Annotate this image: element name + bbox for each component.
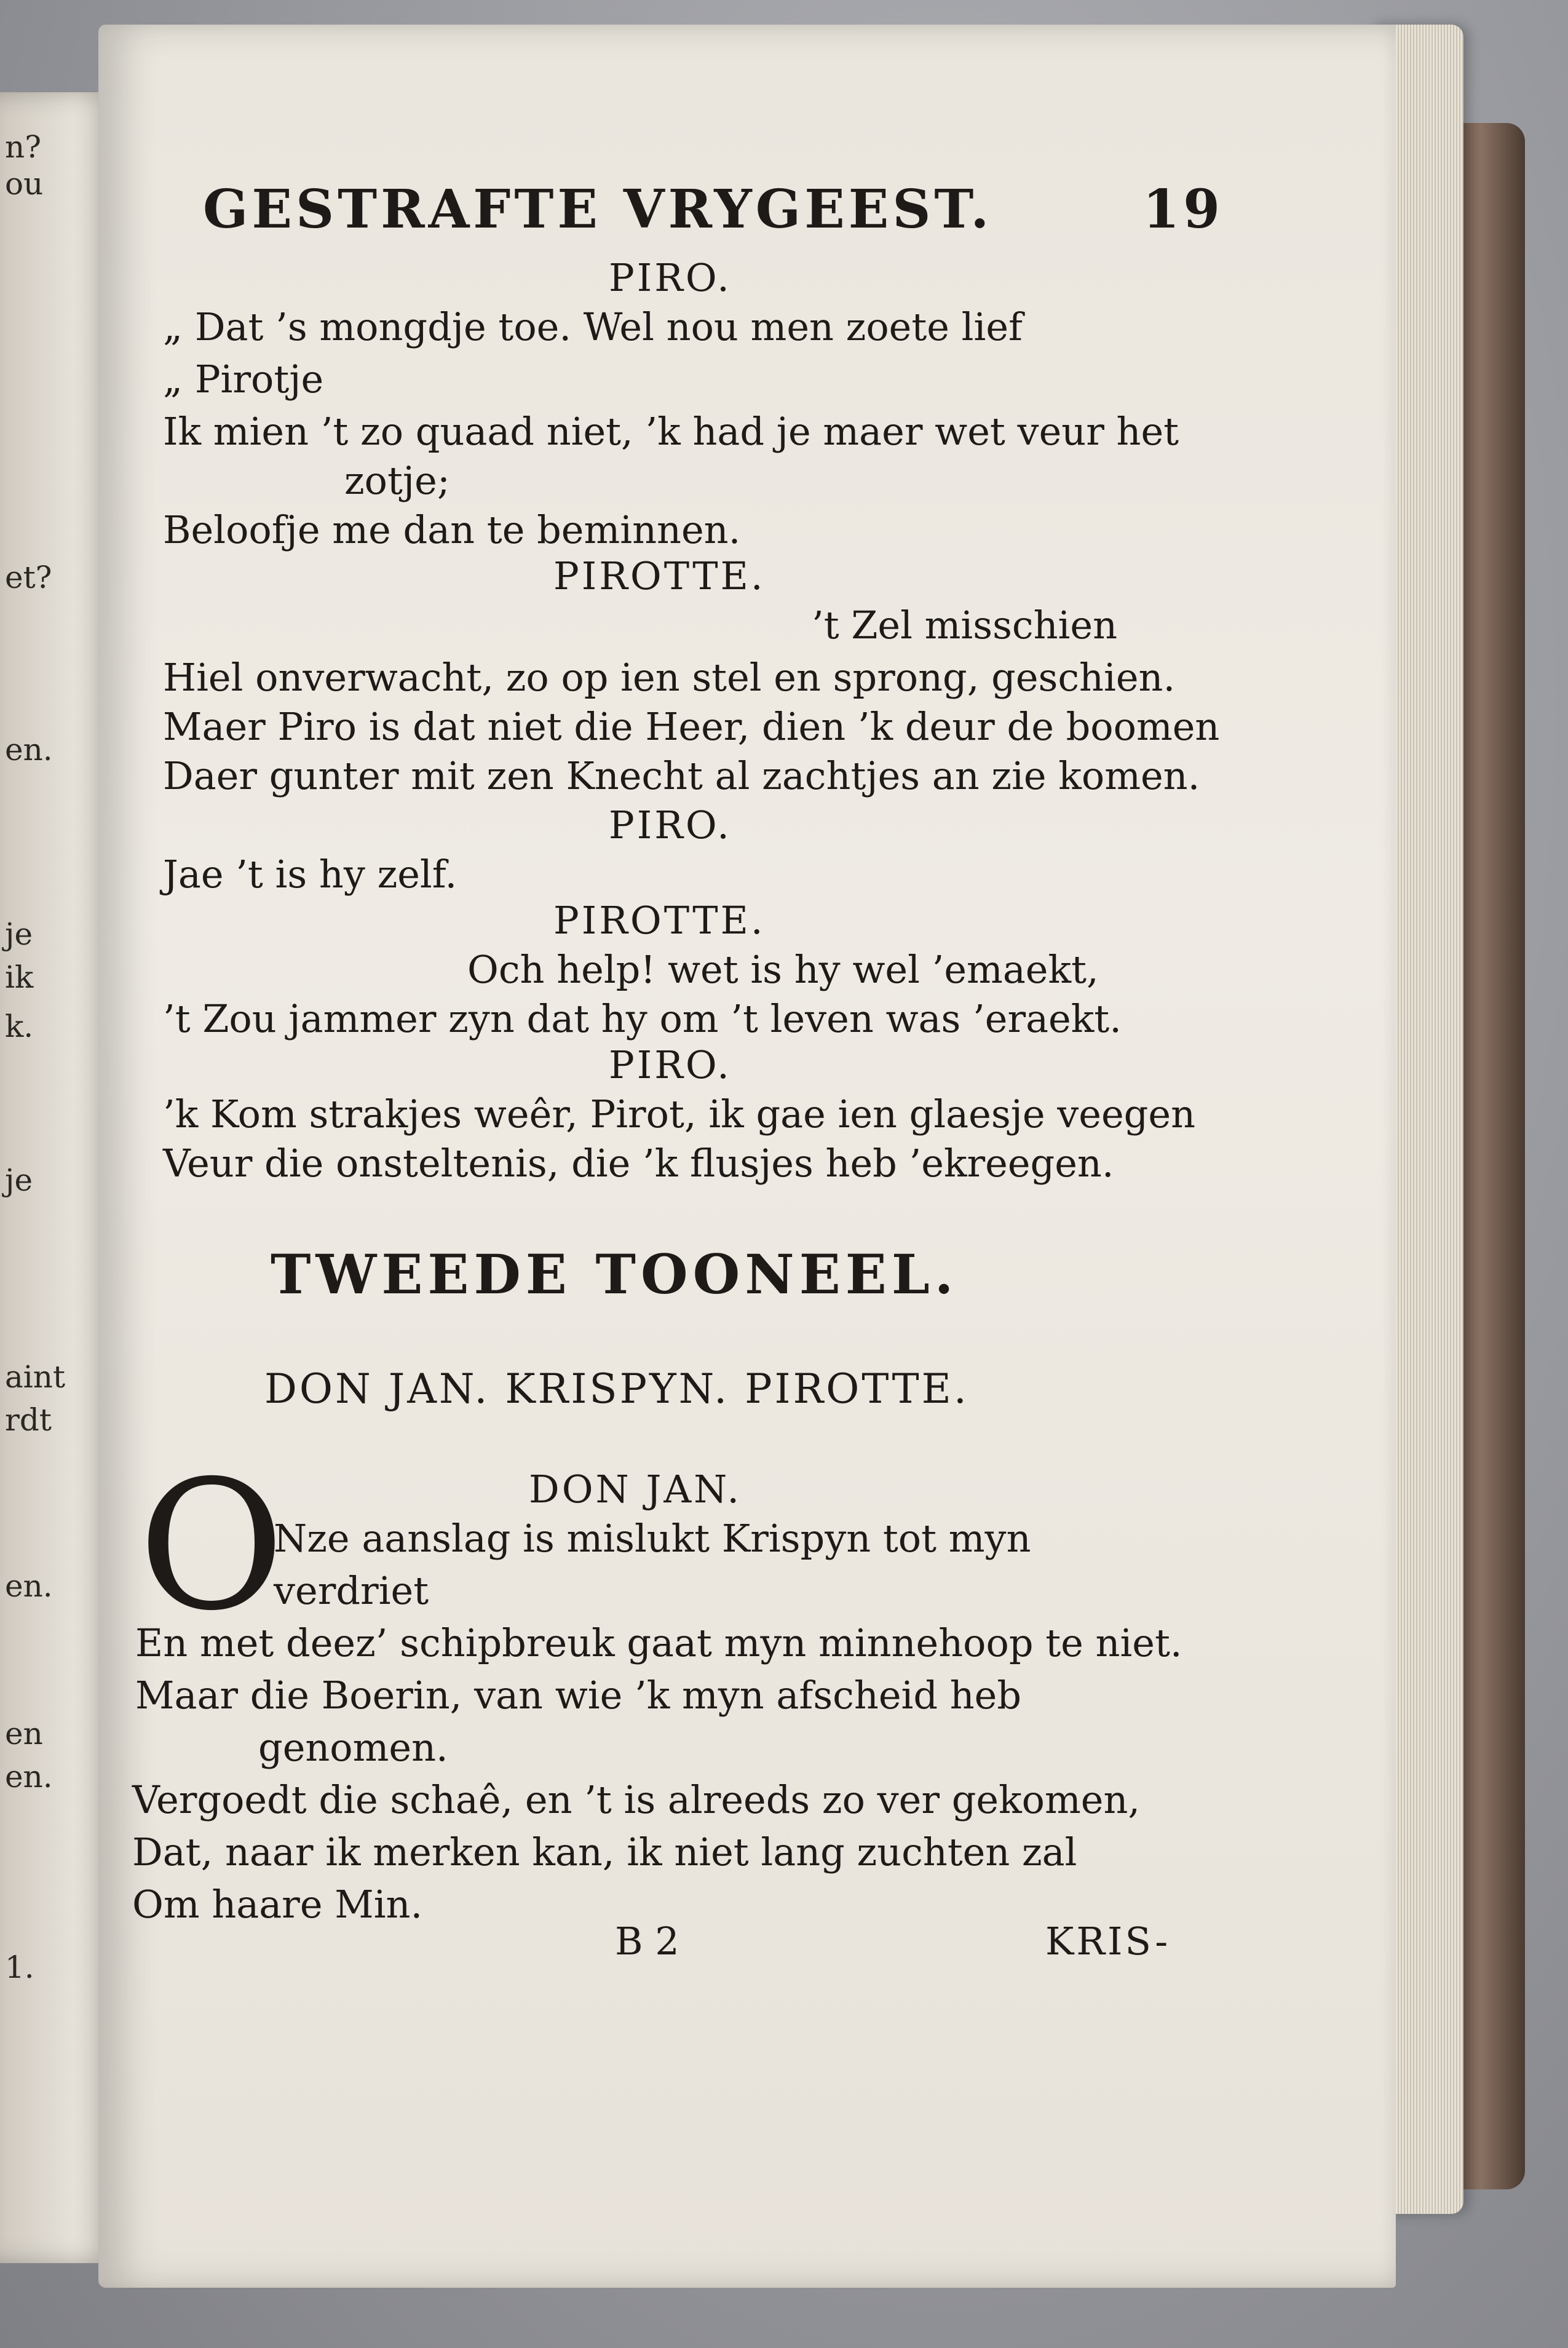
left-fragment: et? (5, 560, 52, 595)
speaker-piro: PIRO. (609, 803, 732, 847)
verse-line: zotje; (344, 458, 450, 503)
left-fragment: 1. (5, 1949, 34, 1985)
verse-line: ’k Kom strakjes weêr, Pirot, ik gae ien glaesje veegen (163, 1092, 1195, 1136)
verse-line: Dat, naar ik merken kan, ik niet lang zuchten zal (132, 1830, 1077, 1874)
running-head (203, 178, 1224, 240)
verse-line: genomen. (258, 1725, 448, 1770)
left-fragment: ik (5, 959, 34, 995)
verse-line: „ Dat ’s mongdje toe. Wel nou men zoete lief (163, 304, 1023, 349)
verse-line: ’t Zou jammer zyn dat hy om ’t leven was ’eraekt. (163, 996, 1122, 1041)
speaker-piro: PIRO. (609, 255, 732, 300)
verse-line: En met deez’ schipbreuk gaat myn minnehoop te niet. (135, 1620, 1182, 1665)
verse-line: Nze aanslag is mislukt Krispyn tot myn (274, 1516, 1031, 1561)
left-fragment: aint (5, 1359, 66, 1395)
catchword: KRIS- (1045, 1919, 1171, 1964)
verse-line: Vergoedt die schaê, en ’t is alreeds zo ver gekomen, (132, 1777, 1141, 1822)
verse-line: „ Pirotje (163, 357, 324, 402)
verse-line: Hiel onverwacht, zo op ien stel en sprong, geschien. (163, 655, 1176, 700)
drop-cap: O (138, 1443, 285, 1650)
left-fragment: en. (5, 1568, 53, 1604)
scene-characters: DON JAN. KRISPYN. PIROTTE. (264, 1365, 969, 1413)
signature-mark: B 2 (615, 1919, 679, 1964)
verse-line: Om haare Min. (132, 1882, 423, 1927)
left-fragment: en (5, 1716, 43, 1751)
speaker-pirotte: PIROTTE. (553, 898, 766, 943)
verse-line: Jae ’t is hy zelf. (163, 852, 457, 897)
verse-line: ’t Zel misschien (812, 603, 1117, 648)
left-fragment: k. (5, 1009, 34, 1044)
page-number: 19 (1142, 178, 1224, 240)
left-fragment: ou (5, 166, 44, 202)
verse-line: Ik mien ’t zo quaad niet, ’k had je maer wet veur het (163, 409, 1179, 454)
verse-line: Och help! wet is hy wel ’emaekt, (467, 947, 1099, 992)
verse-line: Daer gunter mit zen Knecht al zachtjes an zie komen. (163, 753, 1200, 798)
verse-line: Maer Piro is dat niet die Heer, dien ’k deur de boomen (163, 704, 1220, 749)
speaker-pirotte: PIROTTE. (553, 553, 766, 598)
left-fragment: en. (5, 1759, 53, 1795)
left-fragment: je (5, 1162, 33, 1198)
verse-line: Beloofje me dan te beminnen. (163, 507, 741, 552)
left-fragment: je (5, 916, 33, 952)
running-title: GESTRAFTE VRYGEEST. (203, 178, 993, 240)
left-fragment: en. (5, 732, 53, 767)
verse-line: Maar die Boerin, van wie ’k myn afscheid heb (135, 1673, 1022, 1718)
left-fragment: rdt (5, 1402, 52, 1438)
verse-line: verdriet (274, 1568, 429, 1613)
speaker-don-jan: DON JAN. (529, 1467, 742, 1512)
speaker-piro: PIRO. (609, 1042, 732, 1087)
left-fragment: n? (5, 129, 42, 165)
verse-line: Veur die onsteltenis, die ’k flusjes heb ’ekreegen. (163, 1141, 1114, 1186)
scene-heading: TWEEDE TOONEEL. (271, 1242, 959, 1306)
